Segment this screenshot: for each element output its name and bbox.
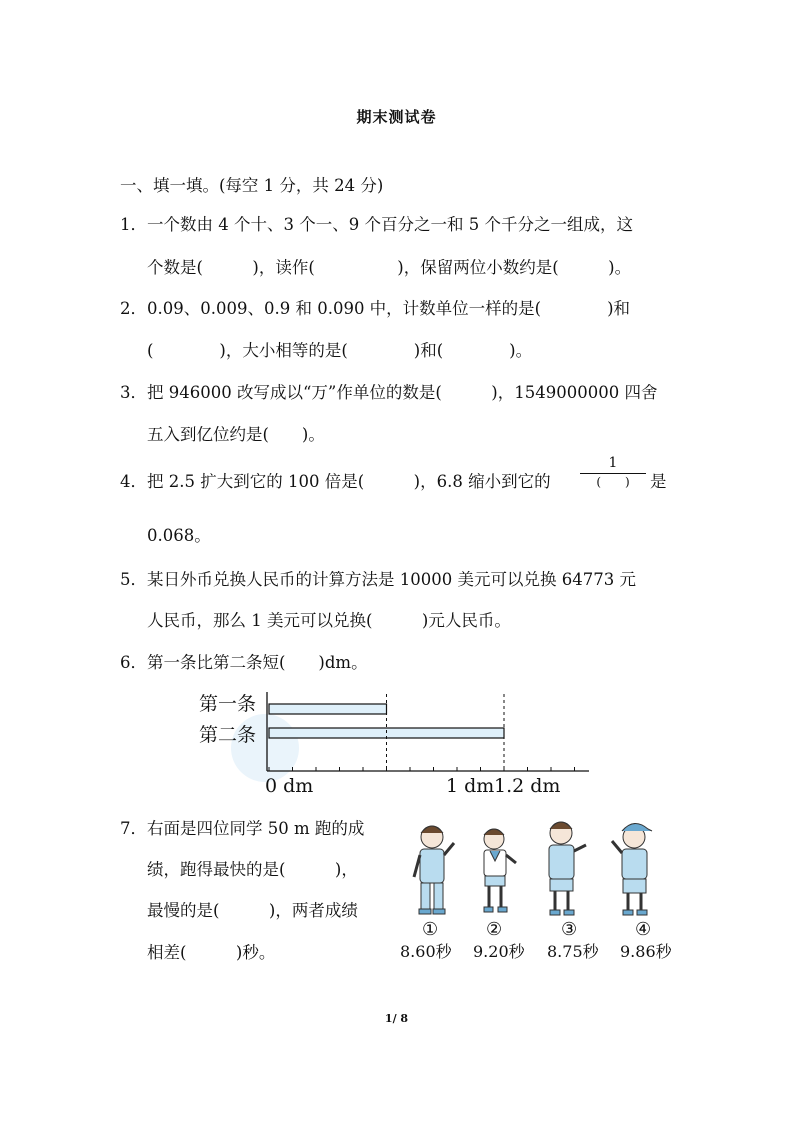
students-illustration: [398, 815, 688, 965]
question-6-line-1: 6．第一条比第二条短( )dm。: [120, 653, 368, 672]
bar-comparison-figure: [195, 688, 595, 800]
question-7-line-1: 7．右面是四位同学 50 m 跑的成: [120, 819, 365, 838]
question-4-after-fraction: 是: [650, 472, 667, 491]
student-2-time: 9.20秒: [473, 942, 525, 961]
question-7-line-3: 最慢的是( )，两者成绩: [147, 901, 358, 920]
question-2-line-1: 2．0.09、0.009、0.9 和 0.090 中，计数单位一样的是( )和: [120, 299, 631, 318]
fraction-denominator: ( ): [596, 475, 630, 489]
student-4-figure: [612, 823, 652, 915]
axis-label-0: 0 dm: [265, 775, 314, 797]
student-4-time: 9.86秒: [620, 942, 672, 961]
student-1-figure: [414, 826, 454, 914]
page-title: 期末测试卷: [356, 108, 437, 126]
question-4-line-2: 0.068。: [147, 526, 211, 545]
question-7-line-4: 相差( )秒。: [147, 943, 276, 962]
bar-1-label: 第一条: [199, 693, 257, 715]
student-4-number: ④: [635, 919, 652, 940]
question-7-line-2: 绩，跑得最快的是( )，: [147, 860, 358, 879]
question-3-line-1: 3．把 946000 改写成以“万”作单位的数是( )，1549000000 四舍: [120, 383, 658, 402]
student-3-figure: [549, 822, 586, 915]
question-5-line-2: 人民币，那么 1 美元可以兑换( )元人民币。: [147, 611, 511, 630]
bar-2-label: 第二条: [199, 724, 257, 746]
student-2-figure: [484, 829, 516, 912]
bar-1: [269, 704, 387, 714]
axis-label-1: 1 dm: [446, 775, 495, 797]
axis-label-1-2: 1.2 dm: [494, 775, 561, 797]
student-1-time: 8.60秒: [400, 942, 452, 961]
section-heading: 一、填一填。(每空 1 分，共 24 分): [120, 176, 384, 195]
page-number: 1/ 8: [384, 1012, 409, 1025]
fraction: [578, 455, 648, 490]
question-2-line-2: ( )，大小相等的是( )和( )。: [147, 341, 533, 360]
question-1-line-2: 个数是( )，读作( )，保留两位小数约是( )。: [147, 258, 632, 277]
student-2-number: ②: [486, 919, 503, 940]
fraction-numerator: 1: [608, 455, 618, 471]
question-3-line-2: 五入到亿位约是( )。: [147, 425, 325, 444]
student-3-time: 8.75秒: [547, 942, 599, 961]
question-1-line-1: 1．一个数由 4 个十、3 个一、9 个百分之一和 5 个千分之一组成，这: [120, 215, 633, 234]
question-4-line-1: 4．把 2.5 扩大到它的 100 倍是( )，6.8 缩小到它的: [120, 472, 551, 491]
question-5-line-1: 5．某日外币兑换人民币的计算方法是 10000 美元可以兑换 64773 元: [120, 570, 636, 589]
student-3-number: ③: [561, 919, 578, 940]
student-1-number: ①: [422, 919, 439, 940]
